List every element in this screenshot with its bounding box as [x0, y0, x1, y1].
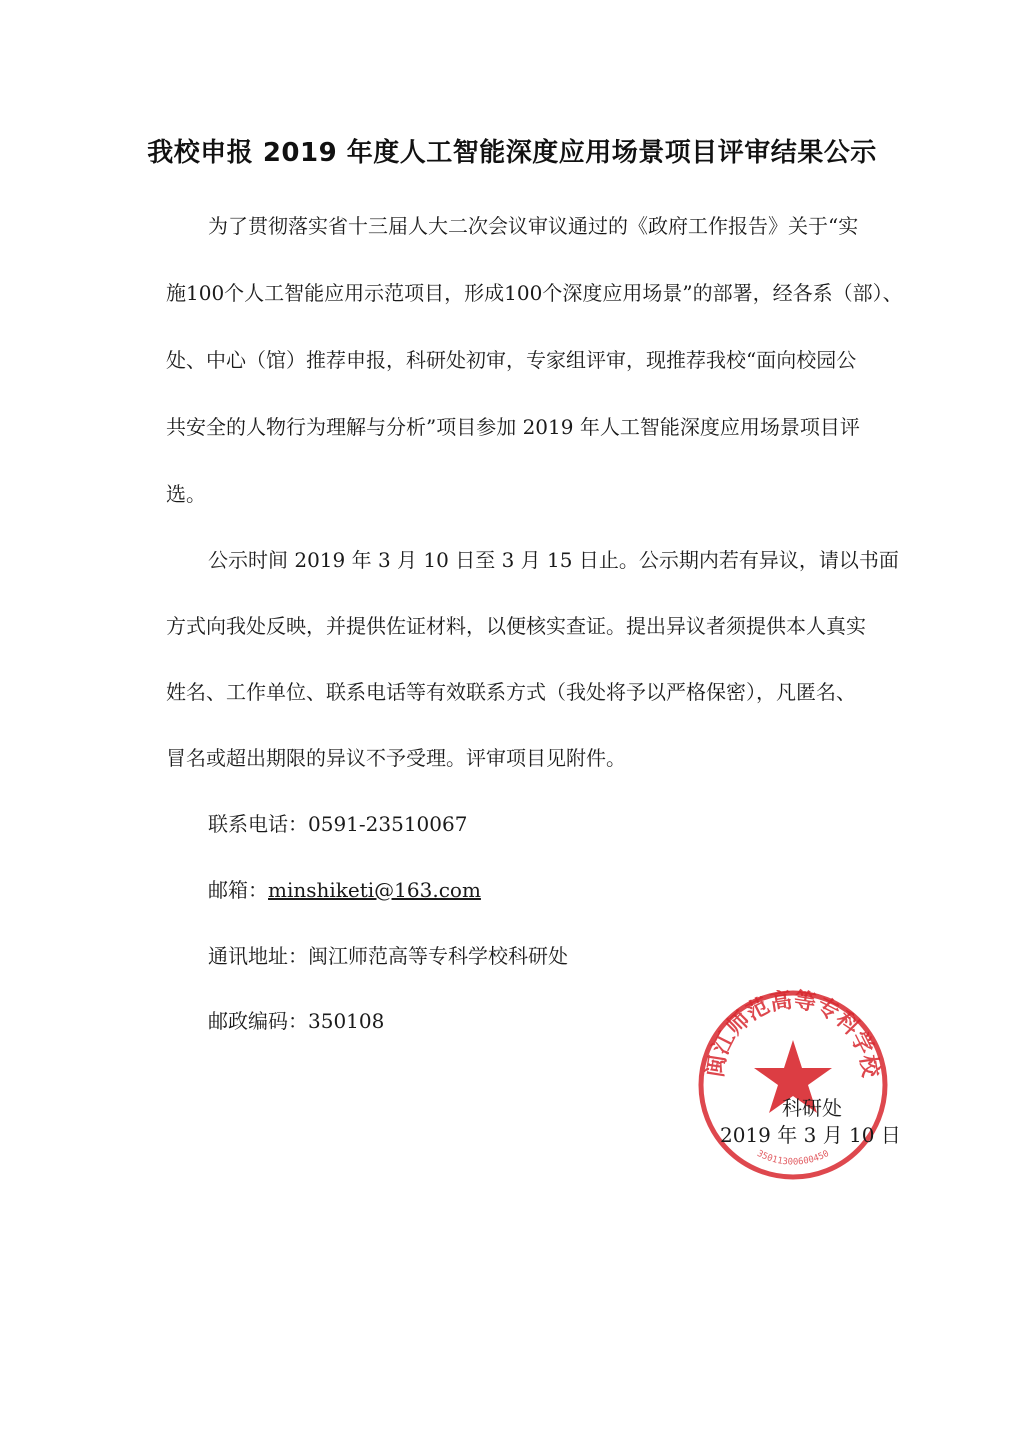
paragraph-1-line-5: 选。 — [166, 482, 206, 506]
address-label: 通讯地址： — [208, 944, 308, 968]
seal-code: 35011300600450 — [755, 1148, 831, 1168]
address-value: 闽江师范高等专科学校科研处 — [308, 944, 568, 968]
signature-department: 科研处 — [782, 1096, 842, 1120]
postcode-label: 邮政编码： — [208, 1009, 308, 1033]
document-title: 我校申报 2019 年度人工智能深度应用场景项目评审结果公示 — [147, 138, 877, 168]
paragraph-1-line-1: 为了贯彻落实省十三届人大二次会议审议通过的《政府工作报告》关于“实 — [208, 214, 859, 238]
contact-phone — [208, 810, 467, 838]
contact-email — [208, 876, 481, 904]
paragraph-2-line-4: 冒名或超出期限的异议不予受理。评审项目见附件。 — [166, 746, 626, 770]
paragraph-1-line-3: 处、中心（馆）推荐申报，科研处初审，专家组评审，现推荐我校“面向校园公 — [166, 348, 857, 372]
official-seal — [696, 988, 890, 1182]
paragraph-1-line-2: 施100个人工智能应用示范项目，形成100个深度应用场景”的部署，经各系（部）、 — [166, 281, 903, 305]
postcode-value: 350108 — [308, 1009, 385, 1033]
contact-postcode — [208, 1007, 384, 1035]
paragraph-2-line-3: 姓名、工作单位、联系电话等有效联系方式（我处将予以严格保密），凡匿名、 — [166, 680, 856, 704]
contact-address — [208, 942, 568, 970]
phone-value: 0591-23510067 — [308, 812, 468, 836]
phone-label: 联系电话： — [208, 812, 308, 836]
paragraph-2-line-2: 方式向我处反映，并提供佐证材料，以便核实查证。提出异议者须提供本人真实 — [166, 614, 866, 638]
seal-text: 闽江师范高等专科学校 — [703, 988, 883, 1079]
paragraph-1-line-4: 共安全的人物行为理解与分析”项目参加 2019 年人工智能深度应用场景项目评 — [166, 415, 860, 439]
signature-date: 2019 年 3 月 10 日 — [720, 1123, 901, 1147]
email-label: 邮箱： — [208, 878, 268, 902]
paragraph-2-line-1: 公示时间 2019 年 3 月 10 日至 3 月 15 日止。公示期内若有异议，请以书面 — [208, 548, 899, 572]
email-link[interactable]: minshiketi@163.com — [268, 878, 481, 902]
